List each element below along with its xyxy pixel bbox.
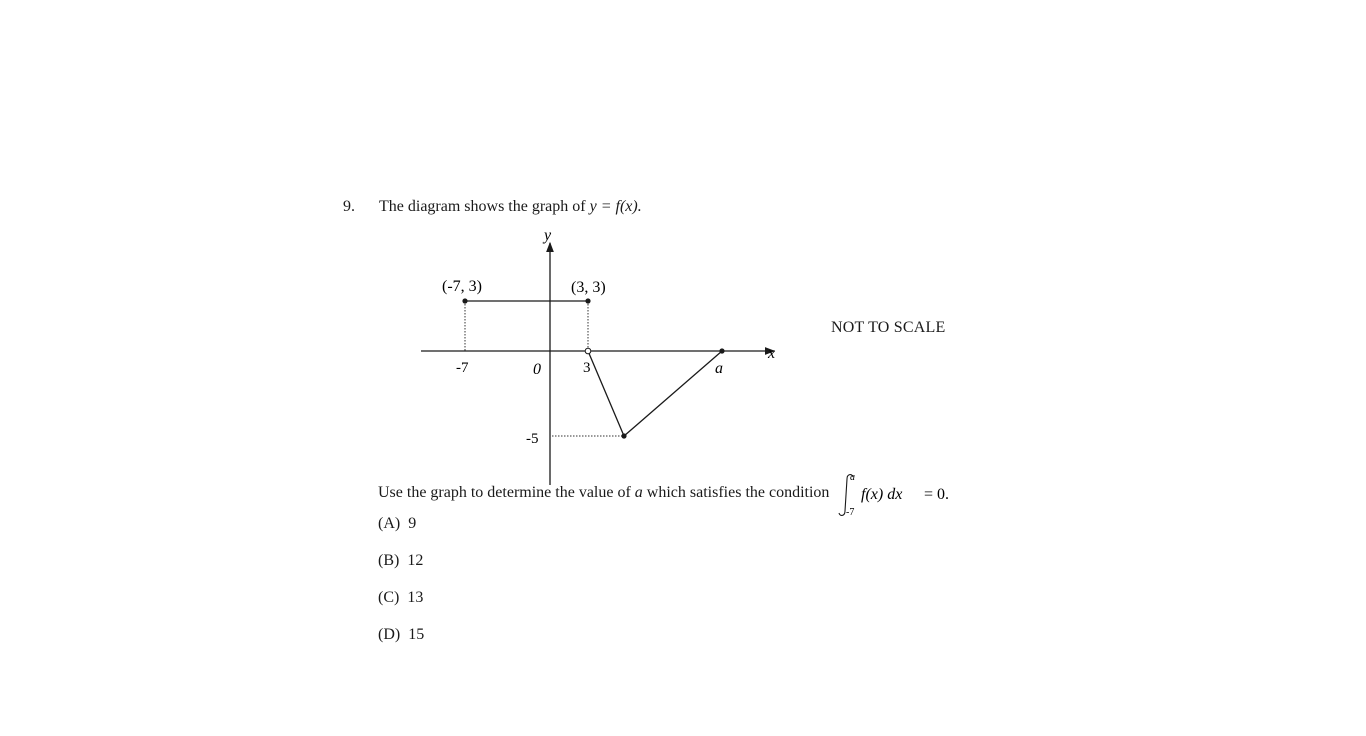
x-axis-label: x [768,345,776,362]
not-to-scale-note: NOT TO SCALE [831,319,946,336]
y-axis-label: y [544,227,552,244]
tick-label-origin: 0 [533,361,541,378]
option-b-value: 12 [407,552,424,569]
question-number: 9. [343,198,355,215]
open-point-3-0 [585,348,591,354]
option-c-letter: (C) [378,589,400,606]
instruction-suffix: which satisfies the condition [646,484,830,501]
option-d[interactable] [378,626,424,644]
integral-expression [838,470,968,520]
option-d-letter: (D) [378,626,401,643]
tick-label-a: a [715,360,723,377]
tick-label-neg5: -5 [526,431,539,447]
tick-label-neg7: -7 [456,360,469,376]
segment-descending [588,351,624,436]
question-stem-expression: y = f(x). [589,198,642,215]
option-b-letter: (B) [378,552,400,569]
integral-upper-limit: a [850,472,855,483]
option-d-value: 15 [408,626,425,643]
instruction-prefix: Use the graph to determine the value of [378,484,631,501]
instruction-text [378,484,829,502]
integral-integrand: f(x) dx [861,486,903,503]
point-3-3 [585,298,590,303]
integral-rhs: = 0. [924,486,950,503]
segment-ascending [624,351,722,436]
option-a-value: 9 [408,515,417,532]
point-vertex [621,433,626,438]
option-c-value: 13 [407,589,424,606]
tick-label-3: 3 [583,360,591,376]
option-c[interactable] [378,589,423,607]
option-a[interactable] [378,515,416,533]
option-a-letter: (A) [378,515,401,532]
label-point-3-3: (3, 3) [571,279,606,296]
option-b[interactable] [378,552,423,570]
point-a-0 [719,348,724,353]
instruction-variable: a [634,484,643,501]
point-neg7-3 [462,298,467,303]
label-point-neg7-3: (-7, 3) [442,278,482,295]
integral-lower-limit: -7 [846,507,855,518]
question-stem-text: The diagram shows the graph of [379,198,586,215]
